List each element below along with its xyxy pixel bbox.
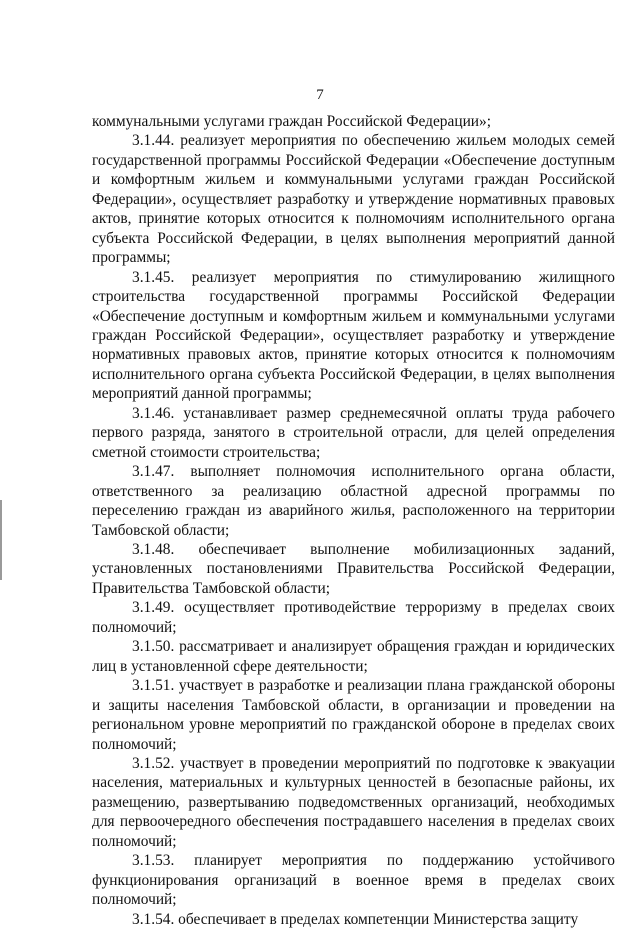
paragraph-continuation: коммунальными услугами граждан Российской Федерации»; — [92, 113, 492, 130]
paragraph-3-1-51: 3.1.51. участвует в разработке и реализации плана гражданской обороны и защиты населения Тамбовской области, в организации и проведении на региональном уровне мероприятий по гражданской обороне в пределах своих полномочий; — [92, 677, 615, 753]
paragraph-3-1-46: 3.1.46. устанавливает размер среднемесячной оплаты труда рабочего первого разряда, занятого в строительной отрасли, для целей определения сметной стоимости строительства; — [92, 404, 615, 461]
paragraph-3-1-50: 3.1.50. рассматривает и анализирует обращения граждан и юридических лиц в установленной сфере деятельности; — [92, 638, 615, 675]
page-number: 7 — [316, 87, 324, 103]
paragraph-3-1-45: 3.1.45. реализует мероприятия по стимулированию жилищного строительства государственной программы Российской Федерации «Обеспечение доступным и комфортным жильем и коммунальными услугами граждан Российской Федерации», осуществляет разработку и утверждение нормативных правовых актов, принятие которых относится к полномочиям исполнительного органа субъекта Российской Федерации, в целях выполнения мероприятий данной программы; — [92, 268, 615, 403]
paragraph-3-1-52: 3.1.52. участвует в проведении мероприятий по подготовке к эвакуации населения, материальных и культурных ценностей в безопасные районы, их размещению, развертыванию подведомственных организаций, необходимых для первоочередного обеспечения пострадавшего населения в пределах своих полномочий; — [92, 754, 615, 850]
paragraph-3-1-49: 3.1.49. осуществляет противодействие терроризму в пределах своих полномочий; — [92, 599, 615, 636]
paragraph-3-1-53: 3.1.53. планирует мероприятия по поддержанию устойчивого функционирования организаций в военное время в пределах своих полномочий; — [92, 852, 615, 909]
scan-edge-mark — [0, 500, 2, 580]
paragraph-3-1-48: 3.1.48. обеспечивает выполнение мобилизационных заданий, установленных постановлениями Правительства Российской Федерации, Правительства Тамбовской области; — [92, 540, 615, 597]
paragraph-3-1-54: 3.1.54. обеспечивает в пределах компетенции Министерства защиту — [132, 910, 579, 928]
paragraph-3-1-44: 3.1.44. реализует мероприятия по обеспечению жильем молодых семей государственной программы Российской Федерации «Обеспечение доступным и комфортным жильем и коммунальными услугами граждан Российской Федерации», осуществляет разработку и утверждение нормативных правовых актов, принятие которых относится к полномочиям исполнительного органа субъекта Российской Федерации, в целях выполнения мероприятий данной программы; — [92, 132, 615, 267]
document-body — [92, 112, 615, 929]
paragraph-3-1-47: 3.1.47. выполняет полномочия исполнительного органа области, ответственного за реализацию областной адресной программы по переселению граждан из аварийного жилья, расположенного на территории Тамбовской области; — [92, 463, 615, 539]
